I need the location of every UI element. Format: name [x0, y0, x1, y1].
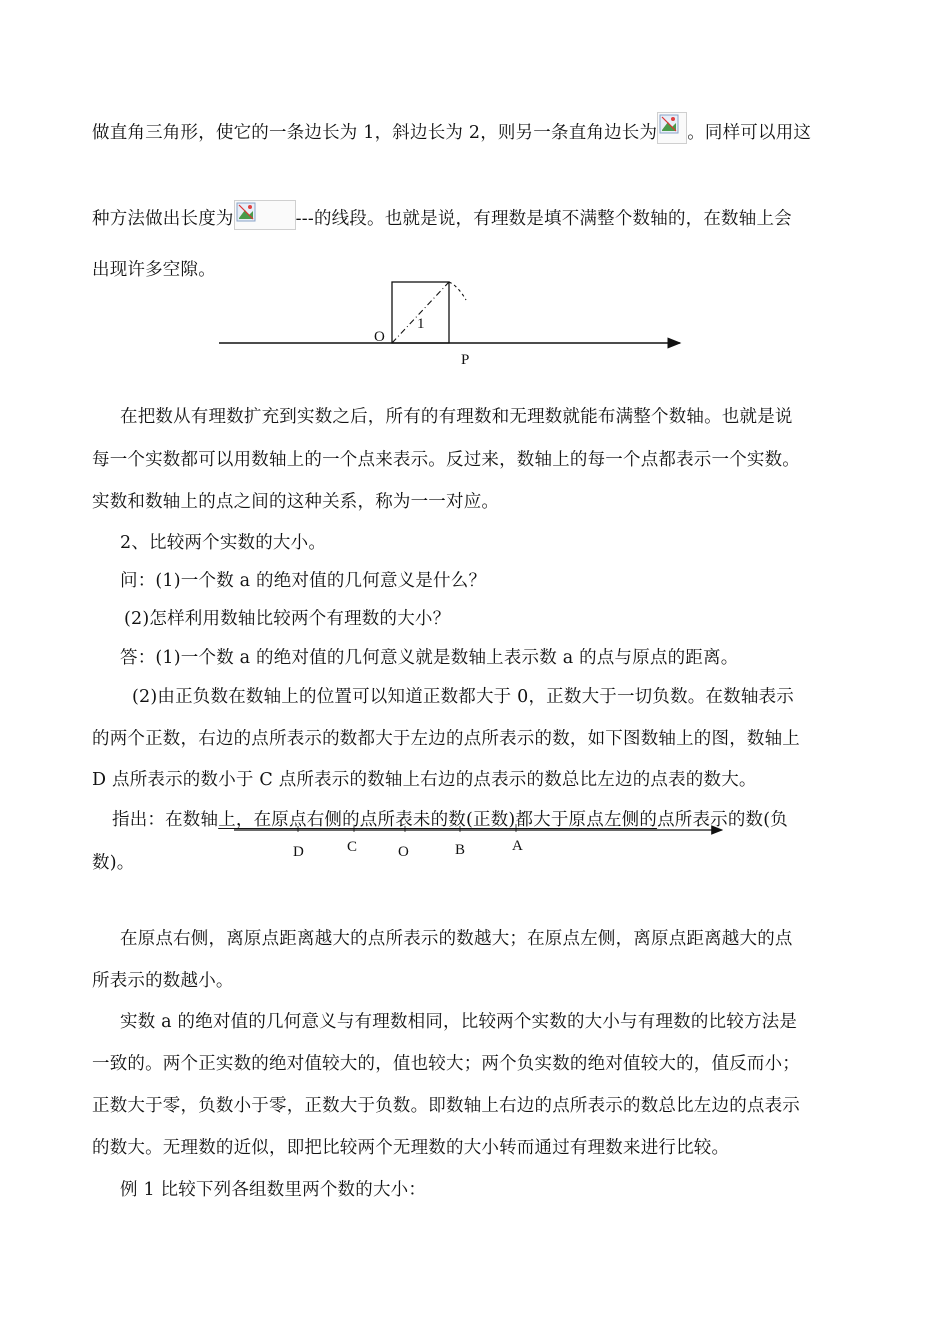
- paragraph-text: 实数和数轴上的点之间的这种关系，称为一一对应。: [92, 492, 500, 512]
- paragraph-text: 在把数从有理数扩充到实数之后，所有的有理数和无理数就能布满整个数轴。也就是说: [120, 407, 793, 427]
- paragraph-text: 一致的。两个正实数的绝对值较大的，值也较大；两个负实数的绝对值较大的，值反而小；: [92, 1054, 800, 1074]
- paragraph-text: 的数大。无理数的近似，即把比较两个无理数的大小转而通过有理数来进行比较。: [92, 1138, 730, 1158]
- text-line: [92, 1054, 800, 1074]
- question-text: 问：(1)一个数 a 的绝对值的几何意义是什么？: [120, 571, 487, 591]
- paragraph-text: 做直角三角形，使它的一条边长为 1，斜边长为 2，则另一条直角边长为: [92, 123, 658, 143]
- point-label-o: O: [398, 844, 409, 858]
- text-line: [92, 853, 134, 873]
- paragraph-text: 实数 a 的绝对值的几何意义与有理数相同，比较两个实数的大小与有理数的比较方法是: [120, 1012, 798, 1032]
- note-text: 指出：在数轴: [112, 810, 219, 830]
- paragraph-text: 正数大于零，负数小于零，正数大于负数。即数轴上右边的点所表示的数总比左边的点表示: [92, 1096, 800, 1116]
- text-line: [92, 729, 800, 749]
- text-line: [132, 687, 794, 707]
- broken-image-icon: [234, 200, 296, 230]
- text-line: [120, 929, 793, 949]
- text-line: [92, 492, 499, 512]
- question-text: (2)怎样利用数轴比较两个有理数的大小？: [124, 609, 451, 629]
- answer-text: 答：(1)一个数 a 的绝对值的几何意义就是数轴上表示数 a 的点与原点的距离。: [120, 648, 739, 668]
- broken-image-icon: [657, 112, 687, 144]
- text-line: [120, 648, 738, 668]
- answer-text: (2)由正负数在数轴上的位置可以知道正数都大于 0，正数大于一切负数。在数轴表示: [132, 687, 794, 707]
- square-diagonal: [392, 282, 449, 343]
- point-label: P: [461, 352, 470, 366]
- point-label-d: D: [293, 844, 304, 858]
- comparison-number-line-figure: [0, 818, 950, 858]
- text-line: [92, 971, 234, 991]
- text-line: [92, 450, 800, 470]
- note-underlined-text: 上，在原点右侧的点所表未的数(正数)都大于原点左侧的: [218, 810, 658, 830]
- paragraph-text: 所表示的数越小。: [92, 971, 234, 991]
- example-text: 例 1 比较下列各组数里两个数的大小：: [120, 1180, 427, 1200]
- text-line: [124, 609, 450, 629]
- text-line: [120, 571, 486, 591]
- point-label-b: B: [455, 842, 466, 858]
- point-label-a: A: [512, 838, 523, 854]
- text-line: [92, 1138, 729, 1158]
- example-heading: [120, 1180, 426, 1200]
- text-line: [92, 112, 811, 144]
- origin-label: O: [374, 329, 385, 345]
- paragraph-text: 每一个实数都可以用数轴上的一个点来表示。反过来，数轴上的每一个点都表示一个实数。: [92, 450, 800, 470]
- text-line: [92, 200, 792, 230]
- side-length-label: 1: [417, 316, 425, 332]
- number-line-square-figure: [0, 276, 950, 366]
- paragraph-text: 在原点右侧，离原点距离越大的点所表示的数越大；在原点左侧，离原点距离越大的点: [120, 929, 793, 949]
- paragraph-text: 种方法做出长度为: [92, 209, 234, 229]
- heading-text: 2、比较两个实数的大小。: [120, 533, 327, 553]
- text-line: [120, 1012, 797, 1032]
- paragraph-text: 。同样可以用这: [687, 123, 812, 143]
- section-heading: [120, 533, 326, 553]
- text-line: [120, 407, 793, 427]
- answer-text: D 点所表示的数小于 C 点所表示的数轴上右边的点表示的数总比左边的点表的数大。: [92, 770, 757, 790]
- point-label-c: C: [347, 839, 358, 855]
- note-text: 点所表示的数(负: [657, 810, 788, 830]
- note-text: 数)。: [92, 853, 135, 873]
- paragraph-text: ---的线段。也就是说，有理数是填不满整个数轴的，在数轴上会: [295, 209, 792, 229]
- text-line: [92, 770, 757, 790]
- paragraph-text: 出现许多空隙。: [92, 260, 216, 280]
- compass-arc: [449, 282, 466, 300]
- answer-text: 的两个正数，右边的点所表示的数都大于左边的点所表示的数，如下图数轴上的图，数轴上: [92, 729, 800, 749]
- text-line: [92, 1096, 800, 1116]
